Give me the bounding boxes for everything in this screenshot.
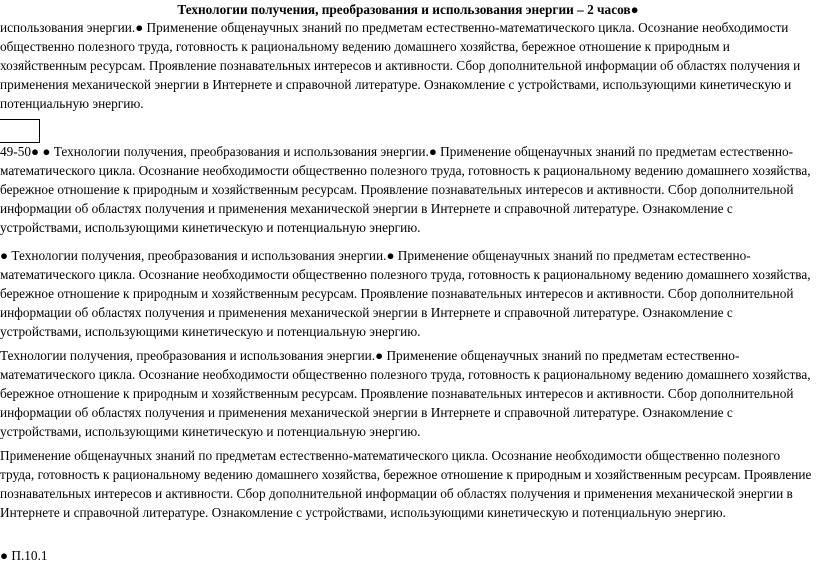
paragraph-1: использования энергии.● Применение общенаучных знаний по предметам естественно-математического цикла. Осознание необходимости общественно полезного труда, готовность к рациональному ведению домашнего хозяйства, бережное отношение к природным и хозяйственным ресурсам. Проявление познавательных интересов и активности. Сбор дополнительной информации об областях получения и применения механической энергии в Интернете и справочной литературе. Ознакомление с устройствами, использующими кинетическую и потенциальную энергию. [0,20,801,111]
paragraph-6: ● П.10.1 [0,548,48,563]
document-title: Технологии получения, преобразования и использования энергии – 2 часов● [177,2,639,17]
empty-table-cell [0,119,40,143]
paragraph-2: 49-50● ● Технологии получения, преобразования и использования энергии.● Применение общенаучных знаний по предметам естественно-математического цикла. Осознание необходимости общественно полезного труда, готовность к рациональному ведению домашнего хозяйства, бережное отношение к природным и хозяйственным ресурсам. Проявление познавательных интересов и активности. Сбор дополнительной информации об областях получения и применения механической энергии в Интернете и справочной литературе. Ознакомление с устройствами, использующими кинетическую и потенциальную энергию. [0,144,811,235]
paragraph-4: Технологии получения, преобразования и использования энергии.● Применение общенаучных знаний по предметам естественно-математического цикла. Осознание необходимости общественно полезного труда, готовность к рациональному ведению домашнего хозяйства, бережное отношение к природным и хозяйственным ресурсам. Проявление познавательных интересов и активности. Сбор дополнительной информации об областях получения и применения механической энергии в Интернете и справочной литературе. Ознакомление с устройствами, использующими кинетическую и потенциальную энергию. [0,348,811,439]
paragraph-3: ● Технологии получения, преобразования и использования энергии.● Применение общенаучных знаний по предметам естественно-математического цикла. Осознание необходимости общественно полезного труда, готовность к рациональному ведению домашнего хозяйства, бережное отношение к природным и хозяйственным ресурсам. Проявление познавательных интересов и активности. Сбор дополнительной информации об областях получения и применения механической энергии в Интернете и справочной литературе. Ознакомление с устройствами, использующими кинетическую и потенциальную энергию. [0,248,811,339]
paragraph-5: Применение общенаучных знаний по предметам естественно-математического цикла. Осознание необходимости общественно полезного труда, готовность к рациональному ведению домашнего хозяйства, бережное отношение к природным и хозяйственным ресурсам. Проявление познавательных интересов и активности. Сбор дополнительной информации об областях получения и применения механической энергии в Интернете и справочной литературе. Ознакомление с устройствами, использующими кинетическую и потенциальную энергию. [0,448,812,520]
